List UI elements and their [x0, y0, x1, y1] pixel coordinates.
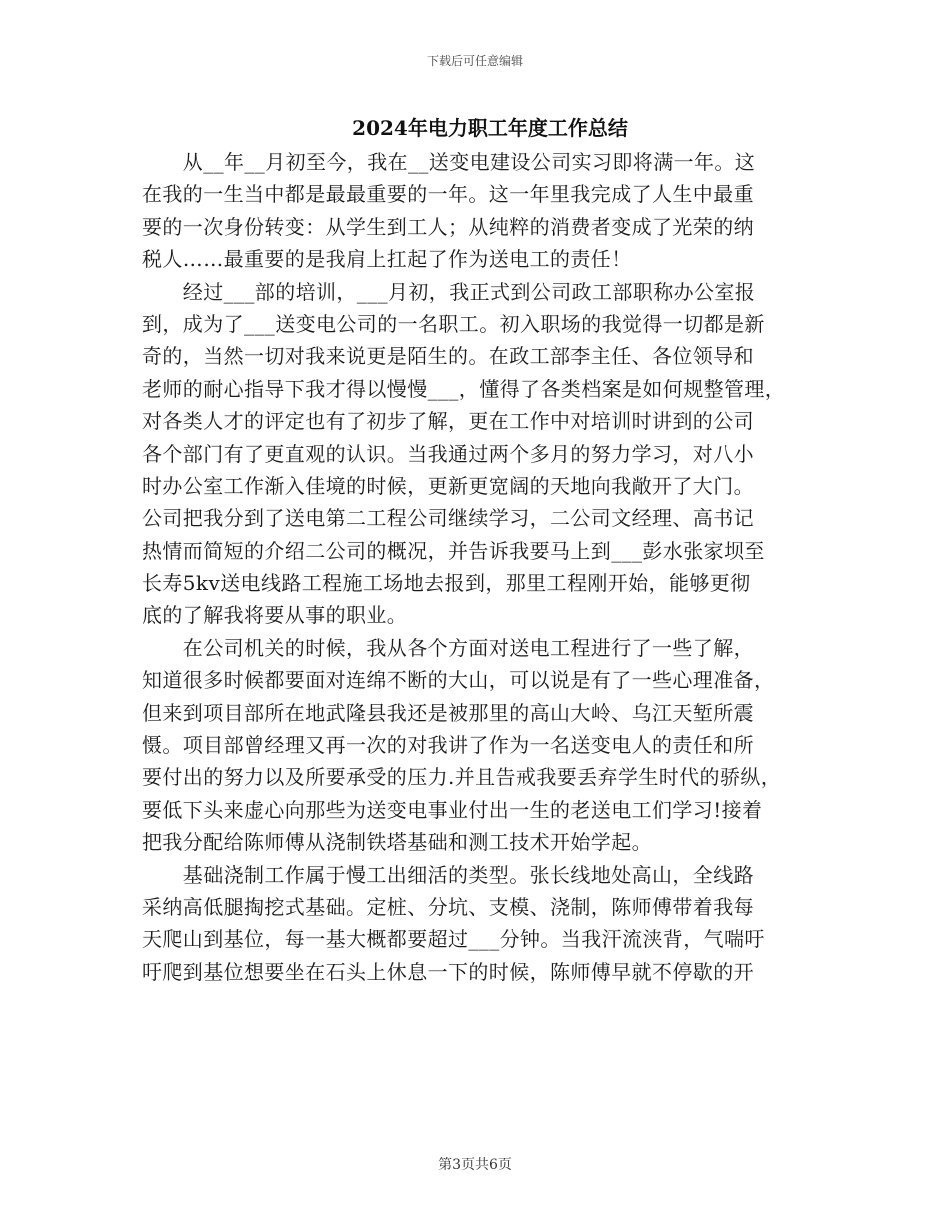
- body-line: 采纳高低腿掏挖式基础。定桩、分坑、支模、浇制，陈师傅带着我每: [142, 894, 754, 919]
- body-line: 老师的耐心指导下我才得以慢慢___，懂得了各类档案是如何规整管理，: [142, 376, 786, 401]
- body-line: 吁爬到基位想要坐在石头上休息一下的时候，陈师傅早就不停歇的开: [142, 959, 754, 984]
- body-line: 慑。项目部曾经理又再一次的对我讲了作为一名送变电人的责任和所: [142, 733, 754, 758]
- body-line: 经过___部的培训，___月初，我正式到公司政工部职称办公室报: [142, 279, 756, 304]
- body-line: 要付出的努力以及所要承受的压力.并且告戒我要丢弃学生时代的骄纵，: [142, 765, 782, 790]
- body-line: 把我分配给陈师傅从浇制铁塔基础和测工技术开始学起。: [142, 830, 652, 855]
- body-line: 在公司机关的时候，我从各个方面对送电工程进行了一些了解，: [142, 635, 754, 660]
- body-line: 各个部门有了更直观的认识。当我通过两个多月的努力学习，对八小: [142, 441, 754, 466]
- body-line: 要的一次身份转变：从学生到工人；从纯粹的消费者变成了光荣的纳: [142, 214, 754, 239]
- body-line: 长寿5kv送电线路工程施工场地去报到，那里工程刚开始，能够更彻: [142, 571, 751, 596]
- body-line: 知道很多时候都要面对连绵不断的大山，可以说是有了一些心理准备，: [142, 668, 775, 693]
- body-line: 奇的，当然一切对我来说更是陌生的。在政工部李主任、各位领导和: [142, 344, 754, 369]
- body-line: 天爬山到基位，每一基大概都要超过___分钟。当我汗流浃背，气喘吁: [142, 927, 765, 952]
- document-title: 2024年电力职工年度工作总结: [352, 116, 628, 140]
- body-line: 在我的一生当中都是最最重要的一年。这一年里我完成了人生中最重: [142, 182, 754, 207]
- page-number: 第3页共6页: [438, 1157, 512, 1173]
- body-line: 基础浇制工作属于慢工出细活的类型。张长线地处高山，全线路: [142, 862, 754, 887]
- body-line: 底的了解我将要从事的职业。: [142, 603, 408, 628]
- body-line: 热情而简短的介绍二公司的概况，并告诉我要马上到___彭水张家坝至: [142, 538, 765, 563]
- body-line: 但来到项目部所在地武隆县我还是被那里的高山大岭、乌江天堑所震: [142, 700, 754, 725]
- body-line: 公司把我分到了送电第二工程公司继续学习，二公司文经理、高书记: [142, 506, 754, 531]
- page-header: 下载后可任意编辑: [426, 54, 523, 68]
- body-line: 税人……最重要的是我肩上扛起了作为送电工的责任！: [142, 247, 632, 272]
- body-line: 到，成为了___送变电公司的一名职工。初入职场的我觉得一切都是新: [142, 311, 765, 336]
- body-line: 要低下头来虚心向那些为送变电事业付出一生的老送电工们学习!接着: [142, 797, 763, 822]
- body-line: 对各类人才的评定也有了初步了解，更在工作中对培训时讲到的公司: [142, 409, 754, 434]
- body-line: 从__年__月初至今，我在__送变电建设公司实习即将满一年。这: [142, 150, 756, 174]
- body-line: 时办公室工作渐入佳境的时候，更新更宽阔的天地向我敞开了大门。: [142, 473, 754, 498]
- document-body: [142, 146, 822, 988]
